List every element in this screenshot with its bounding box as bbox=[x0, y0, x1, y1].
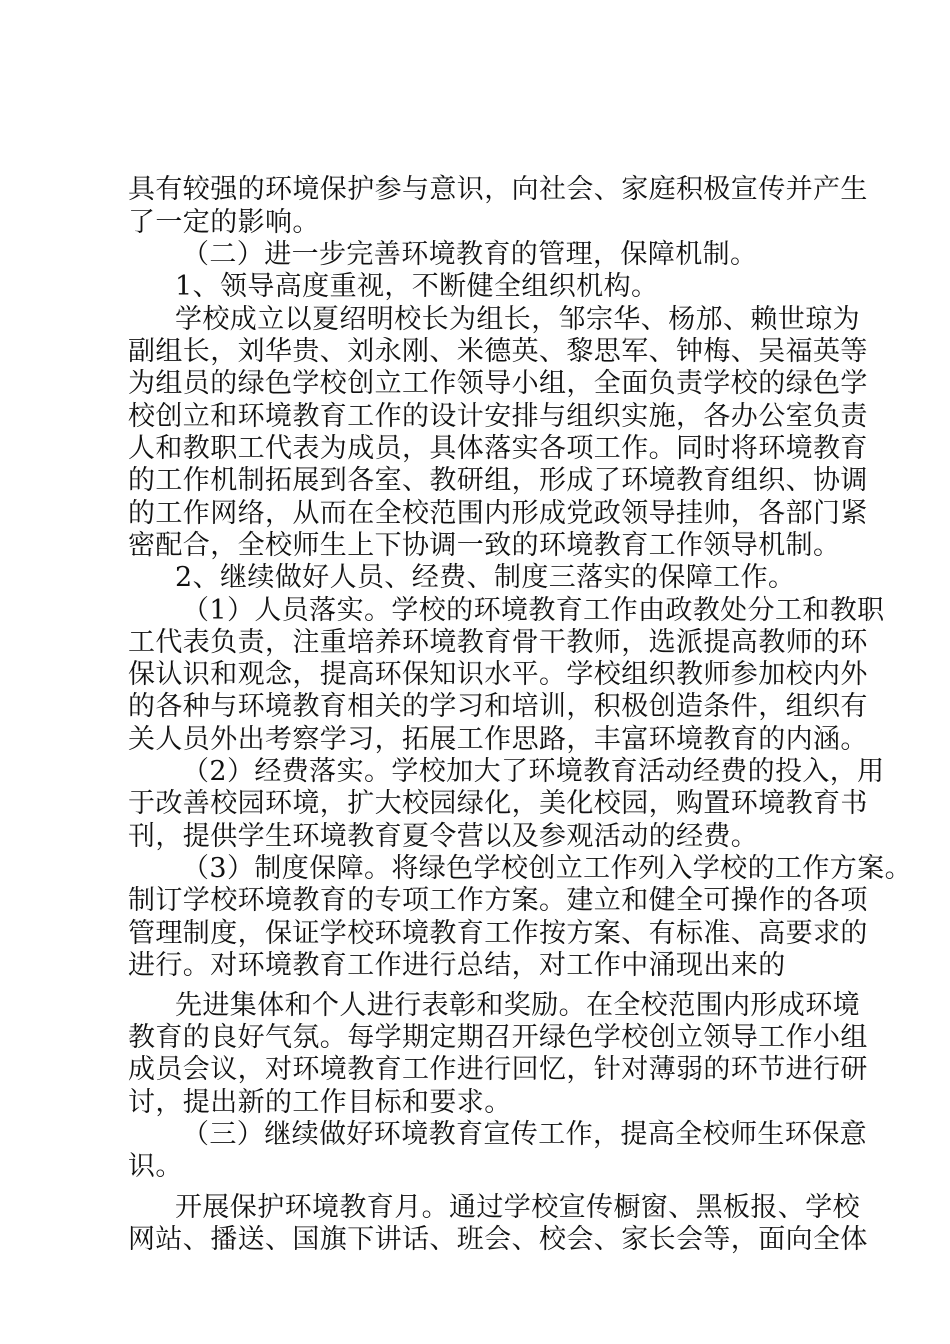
text-line: 教育的良好气氛。每学期定期召开绿色学校创立领导工作小组 bbox=[128, 1022, 868, 1053]
text-line: 于改善校园环境，扩大校园绿化，美化校园，购置环境教育书 bbox=[128, 788, 868, 819]
subsection-heading: 2、继续做好人员、经费、制度三落实的保障工作。 bbox=[175, 562, 796, 593]
text-line: 先进集体和个人进行表彰和奖励。在全校范围内形成环境 bbox=[175, 990, 860, 1021]
text-line: 关人员外出考察学习，拓展工作思路，丰富环境教育的内涵。 bbox=[128, 724, 868, 755]
section-heading: （二）进一步完善环境教育的管理，保障机制。 bbox=[182, 239, 758, 270]
text-line: 副组长，刘华贵、刘永刚、米德英、黎思军、钟梅、吴福英等 bbox=[128, 336, 868, 367]
text-line: 保认识和观念，提高环保知识水平。学校组织教师参加校内外 bbox=[128, 659, 868, 690]
subsection-heading: 1、领导高度重视，不断健全组织机构。 bbox=[175, 271, 659, 302]
text-line: 的工作网络，从而在全校范围内形成党政领导挂帅，各部门紧 bbox=[128, 498, 868, 529]
text-line: 的工作机制拓展到各室、教研组，形成了环境教育组织、协调 bbox=[128, 465, 868, 496]
text-line: 讨，提出新的工作目标和要求。 bbox=[128, 1087, 512, 1118]
text-line: 工代表负责，注重培养环境教育骨干教师，选派提高教师的环 bbox=[128, 627, 868, 658]
text-line: 的各种与环境教育相关的学习和培训，积极创造条件，组织有 bbox=[128, 691, 868, 722]
text-line: 为组员的绿色学校创立工作领导小组，全面负责学校的绿色学 bbox=[128, 368, 868, 399]
text-line: 成员会议，对环境教育工作进行回忆，针对薄弱的环节进行研 bbox=[128, 1054, 868, 1085]
text-line: （2）经费落实。学校加大了环境教育活动经费的投入，用 bbox=[182, 756, 885, 787]
text-line: 管理制度，保证学校环境教育工作按方案、有标准、高要求的 bbox=[128, 918, 868, 949]
text-line: 校创立和环境教育工作的设计安排与组织实施，各办公室负责 bbox=[128, 401, 868, 432]
text-line: 开展保护环境教育月。通过学校宣传橱窗、黑板报、学校 bbox=[175, 1192, 860, 1223]
text-line: （3）制度保障。将绿色学校创立工作列入学校的工作方案。 bbox=[182, 853, 912, 884]
text-line: 密配合，全校师生上下协调一致的环境教育工作领导机制。 bbox=[128, 530, 841, 561]
section-heading: （三）继续做好环境教育宣传工作，提高全校师生环保意 bbox=[182, 1119, 867, 1150]
text-line: （1）人员落实。学校的环境教育工作由政教处分工和教职 bbox=[182, 595, 885, 626]
text-line: 了一定的影响。 bbox=[128, 207, 320, 238]
text-line: 刊，提供学生环境教育夏令营以及参观活动的经费。 bbox=[128, 821, 759, 852]
text-line: 具有较强的环境保护参与意识，向社会、家庭积极宣传并产生 bbox=[128, 174, 868, 205]
text-line: 识。 bbox=[128, 1151, 183, 1182]
text-line: 网站、播送、国旗下讲话、班会、校会、家长会等，面向全体 bbox=[128, 1224, 868, 1255]
text-line: 学校成立以夏绍明校长为组长，邹宗华、杨邡、赖世琼为 bbox=[175, 304, 860, 335]
text-line: 进行。对环境教育工作进行总结，对工作中涌现出来的 bbox=[128, 950, 786, 981]
text-line: 制订学校环境教育的专项工作方案。建立和健全可操作的各项 bbox=[128, 885, 868, 916]
text-line: 人和教职工代表为成员，具体落实各项工作。同时将环境教育 bbox=[128, 433, 868, 464]
